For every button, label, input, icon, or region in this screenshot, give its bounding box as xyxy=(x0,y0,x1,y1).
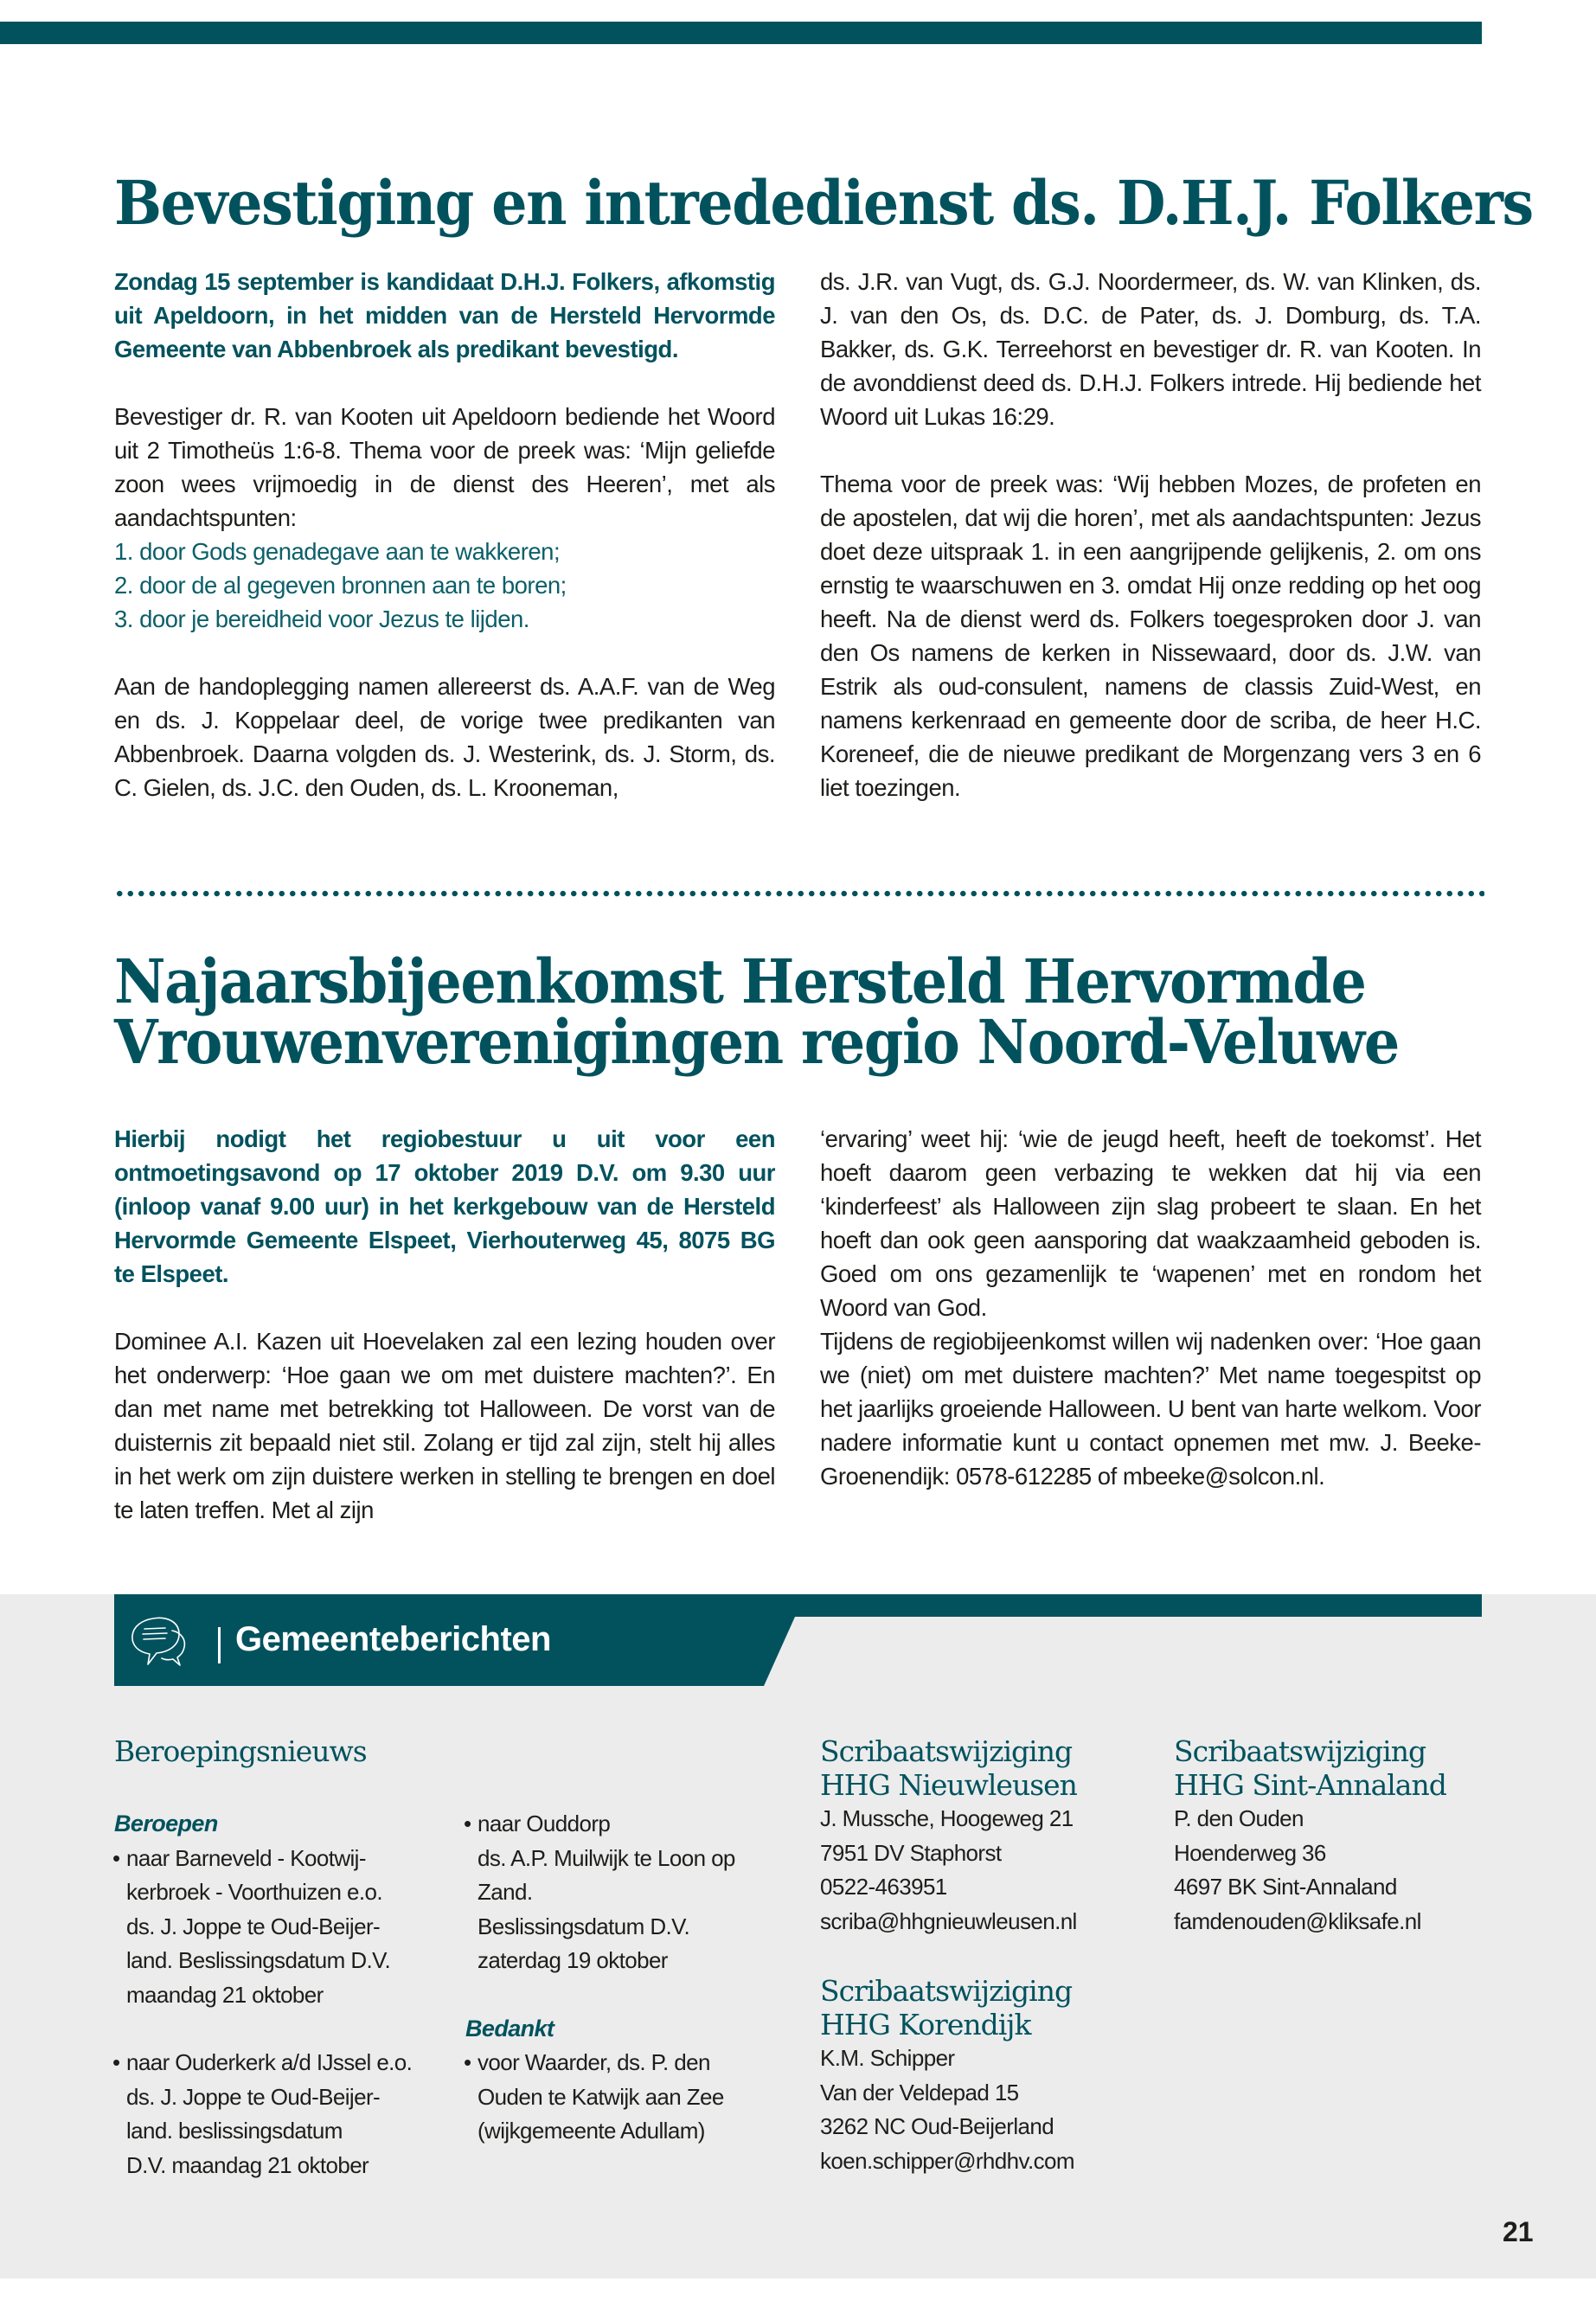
title-line: Scribaatswijziging xyxy=(1174,1734,1426,1768)
scribaat-nieuwleusen xyxy=(820,1734,1149,1939)
title-line: HHG Korendijk xyxy=(820,2008,1031,2041)
article-title-najaarsbijeenkomst xyxy=(114,945,1399,1078)
beroepingsnieuws-block xyxy=(114,1734,772,1768)
contact-email: koen.schipper@rhdhv.com xyxy=(820,2147,1074,2174)
article-title-folkers: Bevestiging en intrededienst ds. D.H.J. Folkers xyxy=(114,167,1533,239)
item-line: D.V. maandag 21 oktober xyxy=(126,2151,369,2178)
scribaat-title xyxy=(820,1974,1149,2041)
article1-paragraph-3: ds. J.R. van Vugt, ds. G.J. Noordermeer, ds. W. van Klinken, ds. J. van den Os, ds. D.C. de Pater, ds. J. Domburg, ds. T.A. Bakker, ds. G.K. Terreehorst en bevestiger dr. R. van Kooten. In de avonddienst deed ds. D.H.J. Folkers intrede. Hij bediende het Woord uit Lukas 16:29. xyxy=(820,268,1481,430)
contact-city: 4697 BK Sint-Annaland xyxy=(1174,1874,1397,1900)
article2-column-left xyxy=(114,1122,775,1527)
item-line: land. Beslissingsdatum D.V. xyxy=(126,1947,391,1973)
section-title: Gemeenteberichten xyxy=(235,1620,551,1658)
title-line: HHG Sint-Annaland xyxy=(1174,1768,1446,1802)
article1-point-1: 1. door Gods genadegave aan te wakkeren; xyxy=(114,538,561,565)
item-line: Zand. xyxy=(478,1879,533,1905)
page-number: 21 xyxy=(1503,2216,1534,2247)
item-line: zaterdag 19 oktober xyxy=(478,1947,668,1973)
title-line: HHG Nieuwleusen xyxy=(820,1768,1077,1802)
bedankt-label: Bedankt xyxy=(465,2015,554,2041)
bedankt-item-waarder xyxy=(465,2046,794,2149)
article1-paragraph-2: Aan de handoplegging namen allereerst ds. A.A.F. van de Weg en ds. J. Koppelaar deel, de vorige twee predikanten van Abbenbroek. Daarna volgden ds. J. Westerink, ds. J. Storm, ds. C. Gielen, ds. J.C. den Ouden, ds. L. Krooneman, xyxy=(114,673,775,801)
scribaat-sint-annaland xyxy=(1174,1734,1520,1939)
speech-bubbles-icon xyxy=(127,1613,198,1669)
contact-city: 3262 NC Oud-Beijerland xyxy=(820,2113,1054,2139)
item-line: • voor Waarder, ds. P. den xyxy=(478,2049,710,2075)
item-line: Beslissingsdatum D.V. xyxy=(478,1913,690,1939)
item-line: land. beslissingsdatum xyxy=(126,2118,343,2144)
section-header-gemeenteberichten xyxy=(114,1594,1482,1686)
contact-phone: 0522-463951 xyxy=(820,1874,947,1900)
beroep-item-barneveld xyxy=(114,1842,443,2013)
beroepen-column-left xyxy=(114,1807,443,2182)
title-line-2: Vrouwenverenigingen regio Noord-Veluwe xyxy=(114,1006,1399,1078)
beroepingsnieuws-title: Beroepingsnieuws xyxy=(114,1734,367,1768)
contact-street: Hoenderweg 36 xyxy=(1174,1839,1326,1866)
dotted-divider xyxy=(114,890,1484,897)
article2-paragraph-2: ‘ervaring’ weet hij: ‘wie de jeugd heeft, heeft de toekomst’. Het hoeft daarom geen verbazing te wekken dat hij via een ‘kinderfeest’ als Halloween zijn slag probeert te slaan. En het hoeft dan ook geen aansporing dat waakzaamheid geboden is. Goed om ons gezamenlijk te ‘wapenen’ met en rondom het Woord van God. xyxy=(820,1125,1481,1321)
title-line-1: Najaarsbijeenkomst Hersteld Hervormde xyxy=(114,945,1366,1017)
article1-lead: Zondag 15 september is kandidaat D.H.J. Folkers, afkomstig uit Apeldoorn, in het midden van de Hersteld Hervormde Gemeente van Abbenbroek als predikant bevestigd. xyxy=(114,268,775,362)
contact-email: scriba@hhgnieuwleusen.nl xyxy=(820,1907,1077,1934)
item-line: • naar Barneveld - Kootwij- xyxy=(126,1844,366,1871)
item-line: ds. J. Joppe te Oud-Beijer- xyxy=(126,1913,381,1939)
article2-paragraph-1: Dominee A.I. Kazen uit Hoevelaken zal een lezing houden over het onderwerp: ‘Hoe gaan we om met duistere machten?’. En dan met name met betrekking tot Halloween. De vorst van de duisternis zit bepaald niet stil. Zolang er tijd zal zijn, stelt hij alles in het werk om zijn duistere werken in stelling te brengen en doel te laten treffen. Met al zijn xyxy=(114,1328,775,1523)
item-line: • naar Ouddorp xyxy=(478,1811,611,1836)
article2-lead: Hierbij nodigt het regiobestuur u uit voor een ontmoetingsavond op 17 oktober 2019 D.V. om 9.30 uur (inloop vanaf 9.00 uur) in het kerkgebouw van de Hersteld Hervormde Gemeente Elspeet, Vierhouterweg 45, 8075 BG te Elspeet. xyxy=(114,1125,775,1287)
contact-city: 7951 DV Staphorst xyxy=(820,1839,1002,1866)
beroep-item-ouddorp xyxy=(465,1807,794,1978)
beroep-item-ouderkerk xyxy=(114,2046,443,2182)
contact-name: K.M. Schipper xyxy=(820,2045,955,2071)
contact-name: J. Mussche, Hoogeweg 21 xyxy=(820,1805,1074,1831)
scribaat-title xyxy=(1174,1734,1520,1802)
title-line: Scribaatswijziging xyxy=(820,1974,1073,2008)
item-line: kerbroek - Voorthuizen e.o. xyxy=(126,1879,382,1905)
item-line: ds. J. Joppe te Oud-Beijer- xyxy=(126,2083,381,2110)
article1-column-right xyxy=(820,265,1481,804)
article1-paragraph-1: Bevestiger dr. R. van Kooten uit Apeldoorn bediende het Woord uit 2 Timotheüs 1:6-8. Thema voor de preek was: ‘Mijn geliefde zoon wees vrijmoedig in de dienst des Heeren’, met als aandachtspunten: xyxy=(114,403,775,531)
item-line: (wijkgemeente Adullam) xyxy=(478,2118,705,2144)
item-line: Ouden te Katwijk aan Zee xyxy=(478,2083,724,2110)
article1-column-left xyxy=(114,265,775,804)
beroepen-label: Beroepen xyxy=(114,1811,218,1836)
item-line: ds. A.P. Muilwijk te Loon op xyxy=(478,1844,735,1871)
contact-street: Van der Veldepad 15 xyxy=(820,2079,1019,2106)
beroepen-column-right xyxy=(465,1807,794,2149)
article2-column-right xyxy=(820,1122,1481,1493)
contact-name: P. den Ouden xyxy=(1174,1805,1304,1831)
contact-email: famdenouden@kliksafe.nl xyxy=(1174,1907,1421,1934)
section-header-divider xyxy=(218,1627,221,1663)
title-line: Scribaatswijziging xyxy=(820,1734,1073,1768)
top-color-bar xyxy=(0,22,1482,44)
article1-paragraph-4: Thema voor de preek was: ‘Wij hebben Mozes, de profeten en de apostelen, dat wij die horen’, met als aandachtspunten: Jezus doet deze uitspraak 1. in een aangrijpende gelijkenis, 2. om ons ernstig te waarschuwen en 3. omdat Hij onze redding op het oog heeft. Na de dienst werd ds. Folkers toegesproken door J. van den Os namens de kerken in Nissewaard, door ds. J.W. van Estrik als oud-consulent, namens de classis Zuid-West, en namens kerkenraad en gemeente door de scriba, de heer H.C. Koreneef, die de nieuwe predikant de Morgenzang vers 3 en 6 liet toezingen. xyxy=(820,471,1481,801)
article1-point-2: 2. door de al gegeven bronnen aan te boren; xyxy=(114,572,567,599)
scribaat-title xyxy=(820,1734,1149,1802)
item-line: • naar Ouderkerk a/d IJssel e.o. xyxy=(126,2049,413,2075)
article2-paragraph-3: Tijdens de regiobijeenkomst willen wij nadenken over: ‘Hoe gaan we (niet) om met duistere machten?’ Met name toegespitst op het jaarlijks groeiende Halloween. U bent van harte welkom. Voor nadere informatie kunt u contact opnemen met mw. J. Beeke-Groenendijk: 0578-612285 of mbeeke@solcon.nl. xyxy=(820,1328,1481,1490)
scribaat-korendijk xyxy=(820,1974,1149,2178)
item-line: maandag 21 oktober xyxy=(126,1981,324,2008)
article1-point-3: 3. door je bereidheid voor Jezus te lijden. xyxy=(114,606,529,632)
